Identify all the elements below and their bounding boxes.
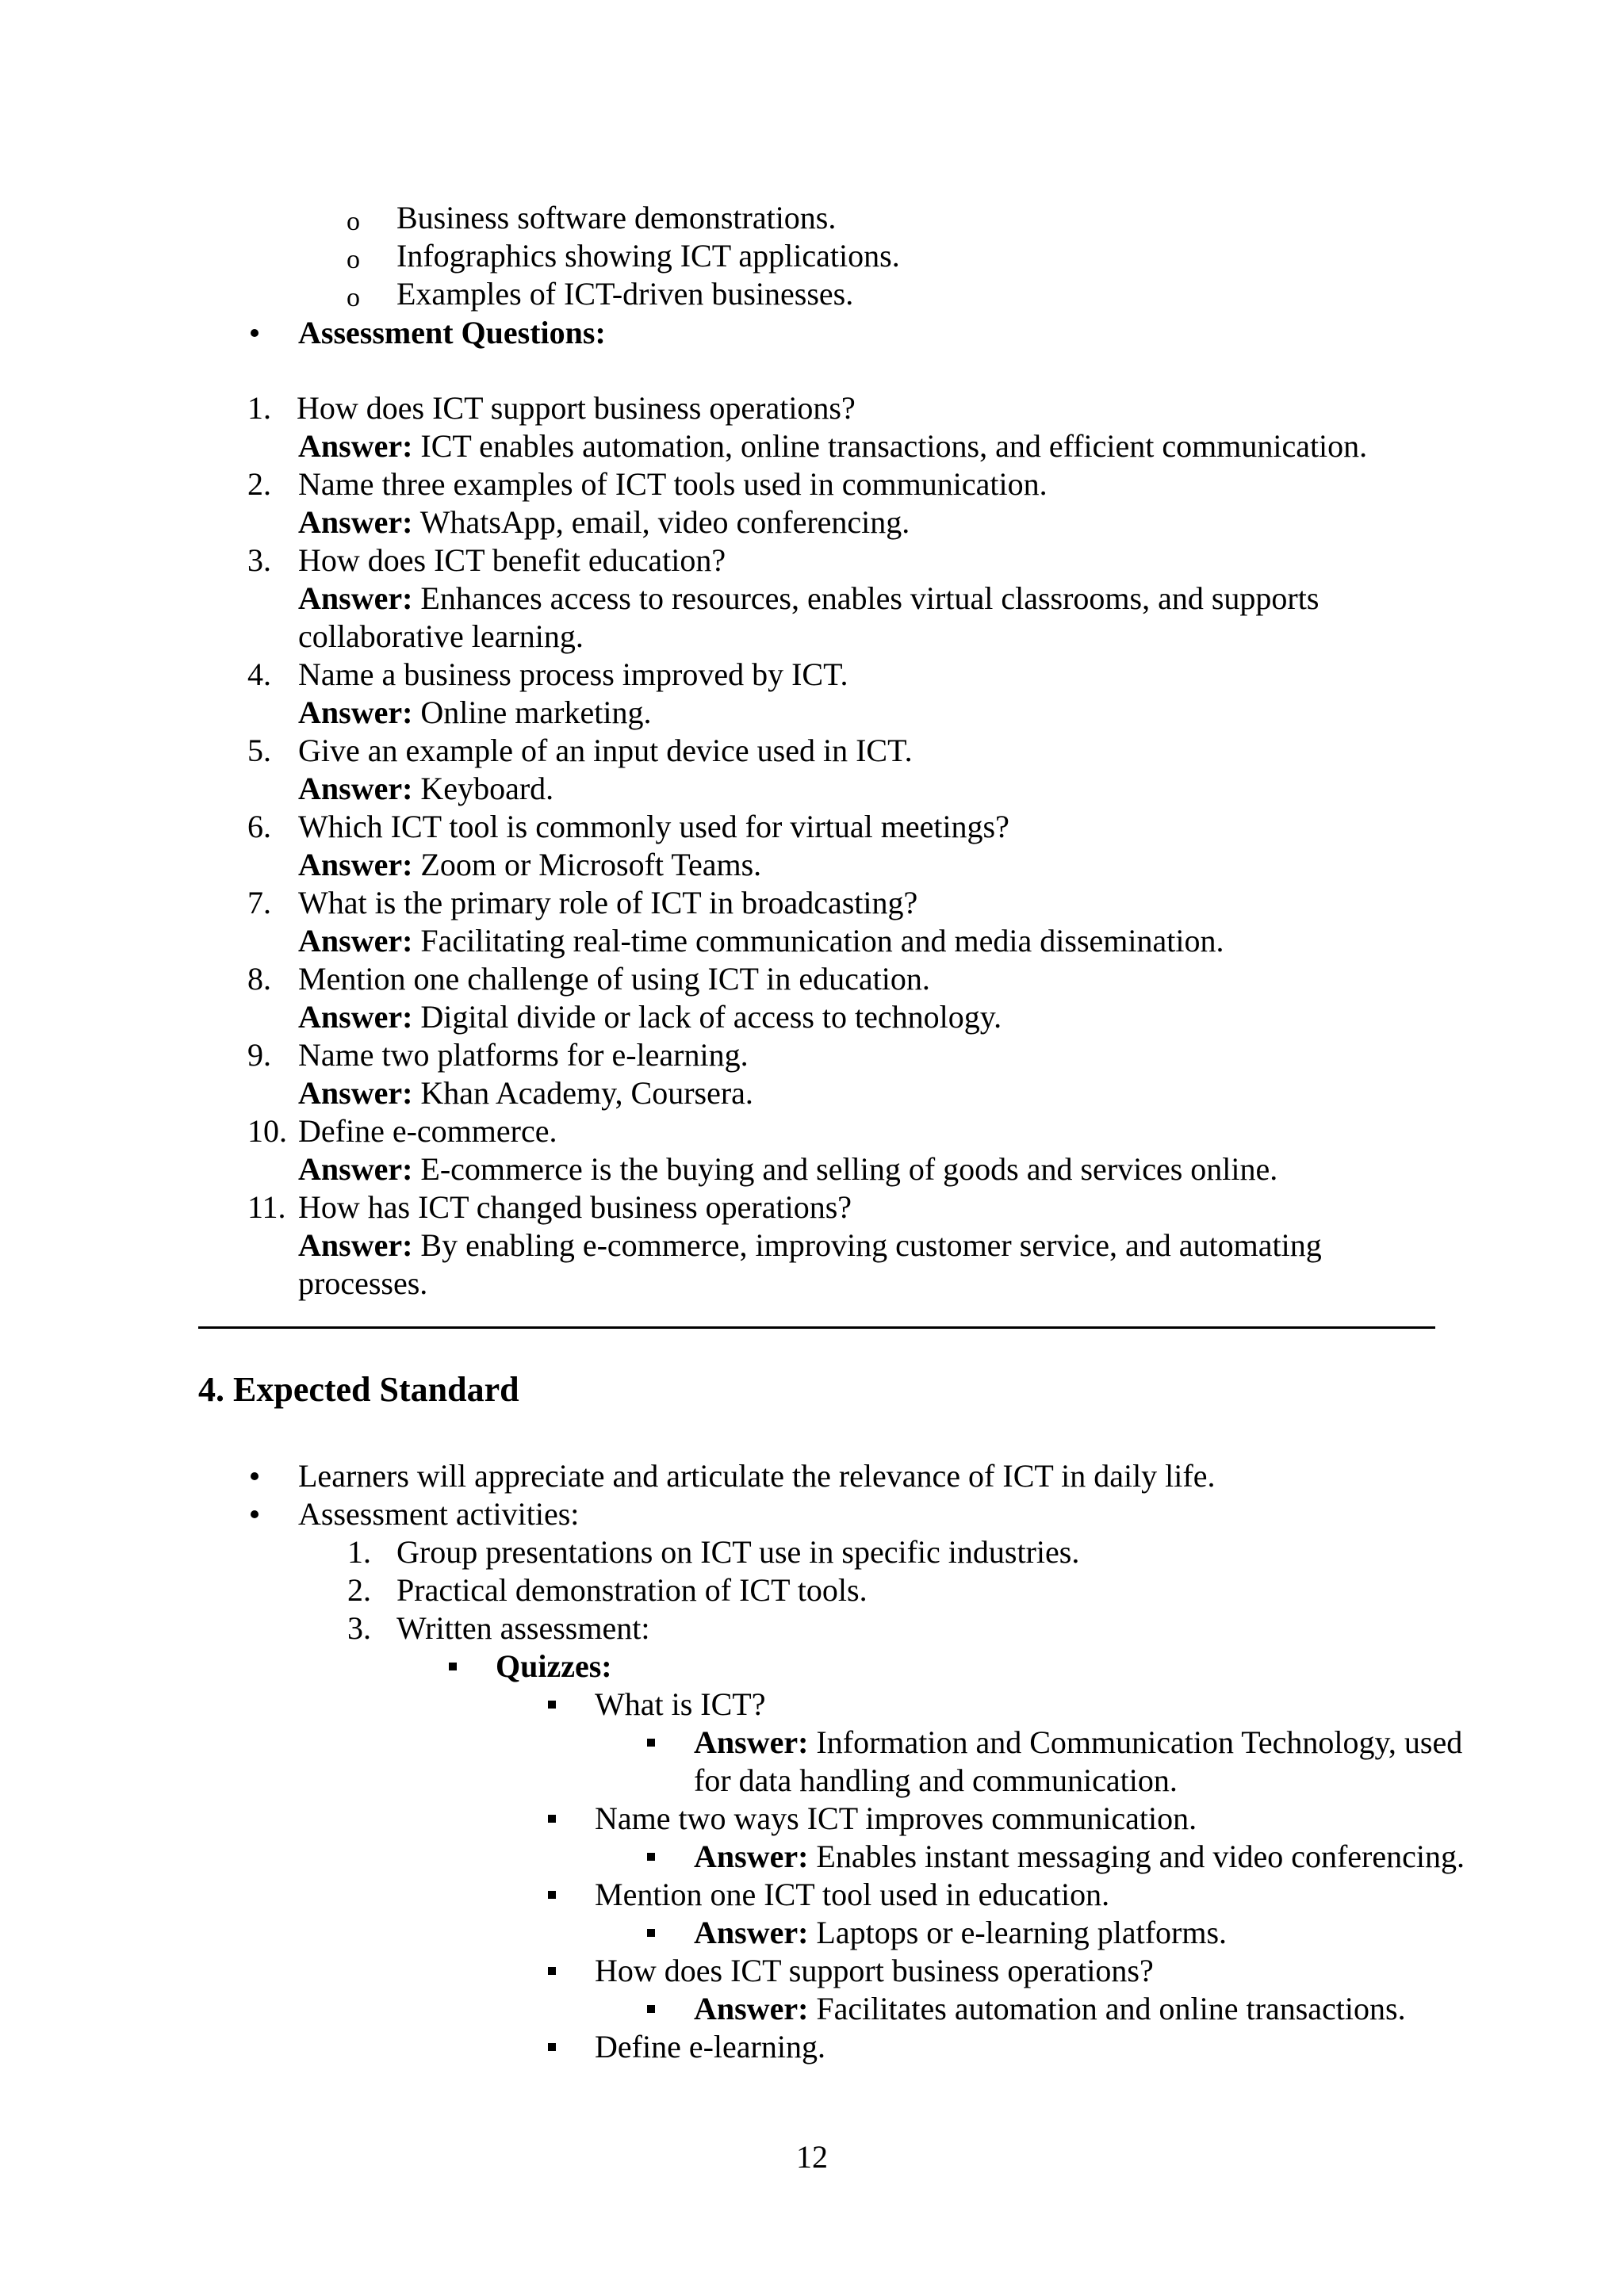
quiz-question: Mention one ICT tool used in education. (595, 1877, 1110, 1912)
quiz-answer-text: Enables instant messaging and video conferencing. (816, 1839, 1465, 1874)
answer-text: Facilitating real-time communication and media dissemination. (420, 923, 1224, 959)
answer-label: Answer: (694, 1839, 809, 1874)
answer-label: Answer: (298, 771, 413, 806)
activity-number: 1. (347, 1534, 371, 1570)
question-number: 6. (247, 809, 271, 844)
quiz-answer-text: Information and Communication Technology, used (816, 1724, 1463, 1760)
answer-text: Digital divide or lack of access to technology. (420, 999, 1002, 1035)
answer-text: Keyboard. (420, 771, 554, 806)
quiz-question: How does ICT support business operations? (595, 1953, 1154, 1988)
standard-bullet: Assessment activities: (298, 1496, 580, 1532)
question-text: Name three examples of ICT tools used in communication. (298, 466, 1048, 502)
quiz-question: Define e-learning. (595, 2029, 825, 2064)
answer-label: Answer: (298, 923, 413, 959)
square-bullet-icon (548, 1967, 556, 1975)
answer-label: Answer: (298, 847, 413, 882)
activity-number: 2. (347, 1572, 371, 1608)
section-divider (198, 1326, 1435, 1329)
resource-item: Examples of ICT-driven businesses. (396, 276, 854, 312)
answer-text: By enabling e-commerce, improving customer service, and automating (420, 1227, 1322, 1263)
question-text: How does ICT support business operations? (297, 390, 856, 426)
activity-text: Practical demonstration of ICT tools. (396, 1572, 868, 1608)
answer-text-continued: collaborative learning. (298, 618, 584, 654)
quizzes-title: Quizzes: (496, 1648, 612, 1684)
page-number: 12 (796, 2139, 828, 2175)
question-text: Name two platforms for e-learning. (298, 1037, 749, 1073)
answer-text: Enhances access to resources, enables virtual classrooms, and supports (420, 580, 1320, 616)
section-heading: 4. Expected Standard (198, 1370, 519, 1409)
standard-bullet: Learners will appreciate and articulate the relevance of ICT in daily life. (298, 1458, 1216, 1494)
square-bullet-icon (647, 1929, 655, 1937)
question-text: How does ICT benefit education? (298, 542, 726, 578)
question-number: 1. (247, 390, 271, 426)
question-text: Give an example of an input device used in ICT. (298, 733, 913, 768)
answer-text: WhatsApp, email, video conferencing. (419, 504, 910, 540)
square-bullet-icon (647, 1739, 655, 1747)
bullet-icon (251, 1472, 259, 1480)
square-bullet-icon (647, 2005, 655, 2013)
question-number: 4. (247, 656, 271, 692)
question-text: Define e-commerce. (298, 1113, 557, 1149)
square-bullet-icon (548, 1891, 556, 1899)
answer-label: Answer: (298, 504, 413, 540)
answer-label: Answer: (298, 428, 413, 464)
answer-label: Answer: (694, 1724, 809, 1760)
activity-number: 3. (347, 1610, 371, 1646)
quiz-answer-line (694, 1838, 1465, 1876)
answer-text: ICT enables automation, online transactions, and efficient communication. (420, 428, 1368, 464)
answer-label: Answer: (298, 1075, 413, 1111)
quiz-answer-line (694, 1990, 1406, 2028)
answer-text: Zoom or Microsoft Teams. (420, 847, 762, 882)
square-bullet-icon (548, 1815, 556, 1823)
question-number: 11. (247, 1189, 286, 1225)
question-number: 7. (247, 885, 271, 920)
question-text: Mention one challenge of using ICT in education. (298, 961, 930, 997)
answer-label: Answer: (298, 580, 413, 616)
answer-label: Answer: (298, 695, 413, 730)
quiz-answer-continued: for data handling and communication. (694, 1762, 1178, 1798)
bullet-icon (251, 329, 259, 337)
question-number: 8. (247, 961, 271, 997)
square-bullet-icon (647, 1853, 655, 1861)
answer-text-continued: processes. (298, 1265, 428, 1301)
answer-line (298, 770, 553, 808)
quiz-answer-line (694, 1914, 1227, 1952)
quiz-answer-text: Facilitates automation and online transactions. (816, 1991, 1406, 2026)
square-bullet-icon (548, 2043, 556, 2051)
resource-item: Infographics showing ICT applications. (396, 238, 900, 274)
activity-text: Written assessment: (396, 1610, 650, 1646)
resource-item: Business software demonstrations. (396, 200, 837, 235)
answer-line (298, 694, 651, 732)
question-text: How has ICT changed business operations? (298, 1189, 852, 1225)
quiz-question: Name two ways ICT improves communication. (595, 1800, 1197, 1836)
answer-line (298, 503, 910, 541)
answer-line (298, 846, 761, 884)
answer-line (298, 922, 1224, 960)
quiz-question: What is ICT? (595, 1686, 766, 1722)
answer-text: Khan Academy, Coursera. (420, 1075, 753, 1111)
answer-line (298, 580, 1319, 618)
answer-line (298, 1150, 1277, 1188)
answer-line (298, 1226, 1322, 1265)
circle-bullet-icon: o (347, 207, 360, 236)
circle-bullet-icon: o (347, 283, 360, 312)
answer-label: Answer: (694, 1991, 809, 2026)
answer-label: Answer: (694, 1915, 809, 1950)
bullet-icon (251, 1510, 259, 1518)
answer-line (298, 998, 1002, 1036)
answer-label: Answer: (298, 1151, 413, 1187)
question-text: Which ICT tool is commonly used for virtual meetings? (298, 809, 1009, 844)
answer-text: Online marketing. (420, 695, 652, 730)
quiz-answer-line (694, 1724, 1462, 1762)
answer-label: Answer: (298, 999, 413, 1035)
assessment-questions-title: Assessment Questions: (298, 315, 606, 350)
question-text: Name a business process improved by ICT. (298, 656, 848, 692)
question-number: 10. (247, 1113, 287, 1149)
quiz-answer-text: Laptops or e-learning platforms. (816, 1915, 1228, 1950)
question-number: 3. (247, 542, 271, 578)
answer-line (298, 427, 1367, 465)
square-bullet-icon (548, 1701, 556, 1709)
circle-bullet-icon: o (347, 245, 360, 274)
answer-label: Answer: (298, 1227, 413, 1263)
question-number: 2. (247, 466, 271, 502)
question-text: What is the primary role of ICT in broadcasting? (298, 885, 918, 920)
square-bullet-icon (449, 1663, 457, 1670)
question-number: 5. (247, 733, 271, 768)
activity-text: Group presentations on ICT use in specific industries. (396, 1534, 1080, 1570)
answer-text: E-commerce is the buying and selling of goods and services online. (420, 1151, 1278, 1187)
answer-line (298, 1074, 753, 1112)
question-number: 9. (247, 1037, 271, 1073)
